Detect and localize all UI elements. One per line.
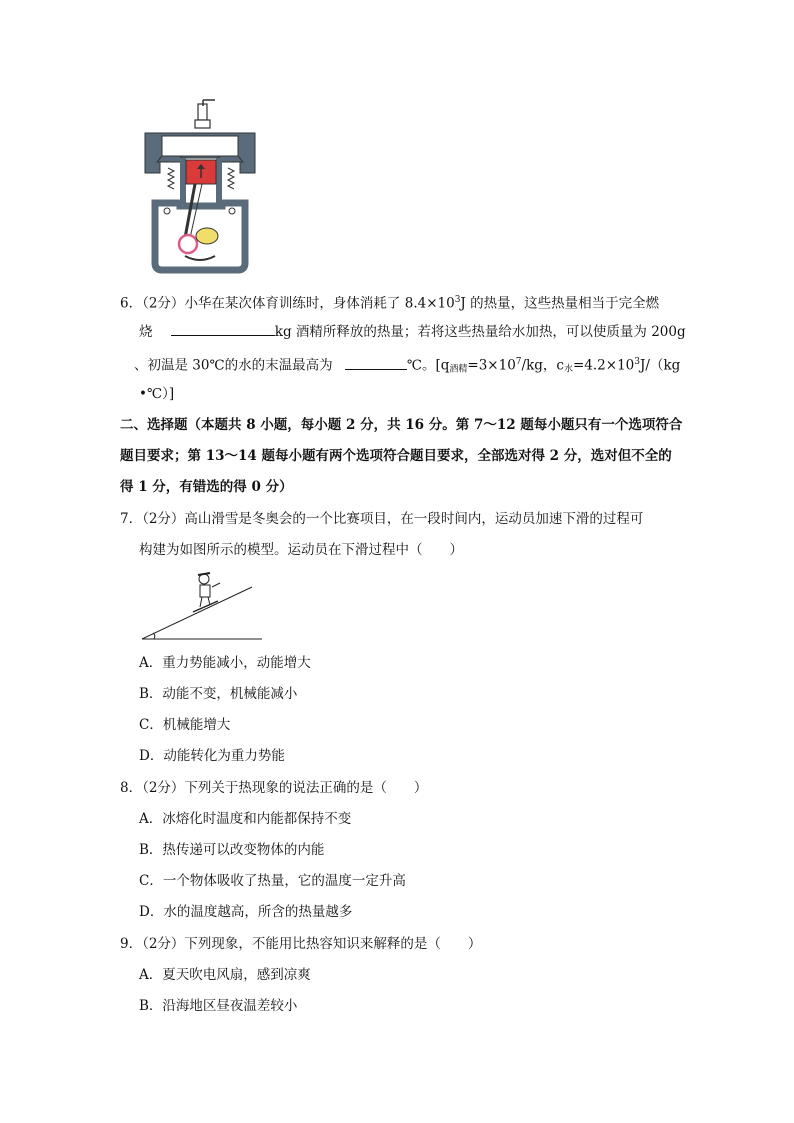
q7-option-d[interactable]: D．动能转化为重力势能 [139,748,285,764]
q7-line1: 7．（2分）高山滑雪是冬奥会的一个比赛项目，在一段时间内，运动员加速下滑的过程可 [120,511,644,527]
q7-option-a[interactable]: A．重力势能减小，动能增大 [139,655,311,671]
q8-option-d[interactable]: D．水的温度越高，所含的热量越多 [139,904,353,920]
q8-option-c[interactable]: C．一个物体吸收了热量，它的温度一定升高 [139,873,406,889]
q8-option-b[interactable]: B．热传递可以改变物体的内能 [139,842,325,858]
q8-line1: 8．（2分）下列关于热现象的说法正确的是（ ） [120,780,428,796]
q7-option-c[interactable]: C．机械能增大 [139,717,231,733]
section2-line2: 题目要求；第 13～14 题每小题有两个选项符合题目要求，全部选对得 2 分，选对但不全的 [120,448,672,464]
slope-diagram [138,565,268,645]
q6-line3: 、初温是 30℃的水的末温最高为 ℃。[q酒精$=3\times 10^7/kg$，c水$=4.2\times 10^3J/(kg$ [134,352,680,380]
q8-option-a[interactable]: A．冰熔化时温度和内能都保持不变 [139,811,352,827]
answer-blank-1[interactable] [171,321,275,336]
engine-diagram [140,98,260,278]
q6-line2: 烧 kg 酒精所释放的热量；若将这些热量给水加热，可以使质量为 200g [139,321,686,342]
q6-line4: •℃）] [139,386,175,402]
section2-line1: 二、选择题（本题共 8 小题，每小题 2 分，共 16 分。第 7～12 题每小题只有一个选项符合 [120,417,683,433]
q9-option-b[interactable]: B．沿海地区昼夜温差较小 [139,998,298,1014]
q7-line2: 构建为如图所示的模型。运动员在下滑过程中（ ） [139,542,463,558]
answer-blank-2[interactable] [345,355,407,370]
q9-option-a[interactable]: A．夏天吹电风扇，感到凉爽 [139,967,311,983]
q6-line1: 6．（2分）小华在某次体育训练时，身体消耗了 $8.4\times 10^3J$ 的热量，这些热量相当于完全燃 [120,295,660,312]
q9-line1: 9．（2分）下列现象，不能用比热容知识来解释的是（ ） [120,936,482,952]
q7-option-b[interactable]: B．动能不变，机械能减小 [139,686,298,702]
section2-line3: 得 1 分，有错选的得 0 分） [120,479,293,495]
